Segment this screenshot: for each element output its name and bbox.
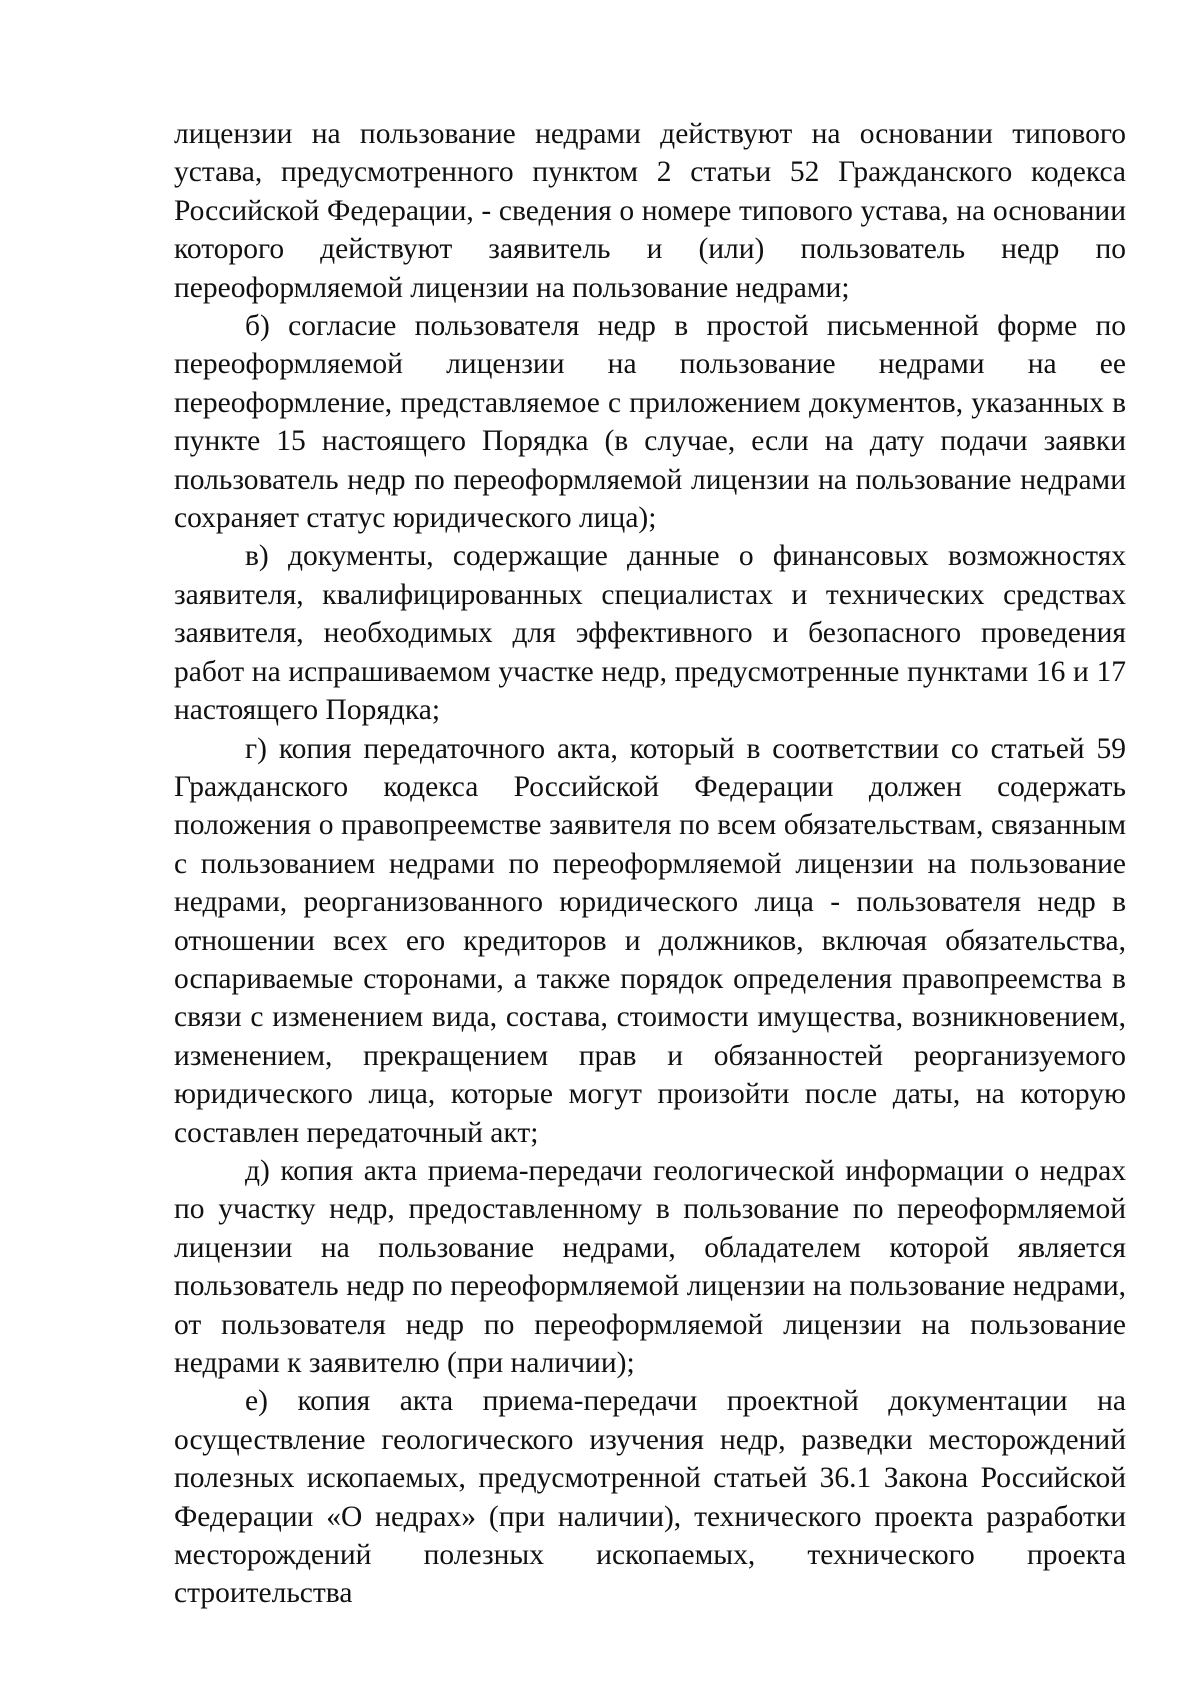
paragraph-item-b: б) согласие пользователя недр в простой письменной форме по переоформляемой лицензии на пользование недрами на ее переоформление, представляемое с приложением документов, указанных в пункте 15 настоящего Порядка (в случае, если на дату подачи заявки пользователь недр по переоформляемой лицензии на пользование недрами сохраняет статус юридического лица); [174, 310, 1126, 535]
paragraph-item-e: е) копия акта приема-передачи проектной документации на осуществление геологического изучения недр, разведки месторождений полезных ископаемых, предусмотренной статьей 36.1 Закона Российской Федерации «О недрах» (при наличии), технического проекта разработки месторождений полезных ископаемых, технического проекта строительства [174, 1385, 1126, 1610]
paragraph-item-v: в) документы, содержащие данные о финансовых возможностях заявителя, квалифицированных специалистах и технических средствах заявителя, необходимых для эффективного и безопасного проведения работ на испрашиваемом участке недр, предусмотренные пунктами 16 и 17 настоящего Порядка; [174, 540, 1126, 727]
paragraph-item-d: д) копия акта приема-передачи геологической информации о недрах по участку недр, предоставленному в пользование по переоформляемой лицензии на пользование недрами, обладателем которой является пользователь недр по переоформляемой лицензии на пользование недрами, от пользователя недр по переоформляемой лицензии на пользование недрами к заявителю (при наличии); [174, 1154, 1126, 1379]
paragraph-item-g: г) копия передаточного акта, который в соответствии со статьей 59 Гражданского кодекса Российской Федерации должен содержать положения о правопреемстве заявителя по всем обязательствам, связанным с пользованием недрами по переоформляемой лицензии на пользование недрами, реорганизованного юридического лица - пользователя недр в отношении всех его кредиторов и должников, включая обязательства, оспариваемые сторонами, а также порядок определения правопреемства в связи с изменением вида, состава, стоимости имущества, возникновением, изменением, прекращением прав и обязанностей реорганизуемого юридического лица, которые могут произойти после даты, на которую составлен передаточный акт; [174, 732, 1126, 1149]
paragraph-continuation: лицензии на пользование недрами действуют на основании типового устава, предусмотренного пунктом 2 статьи 52 Гражданского кодекса Российской Федерации, - сведения о номере типового устава, на основании которого действуют заявитель и (или) пользователь недр по переоформляемой лицензии на пользование недрами; [174, 118, 1126, 304]
document-body [174, 115, 1126, 1613]
